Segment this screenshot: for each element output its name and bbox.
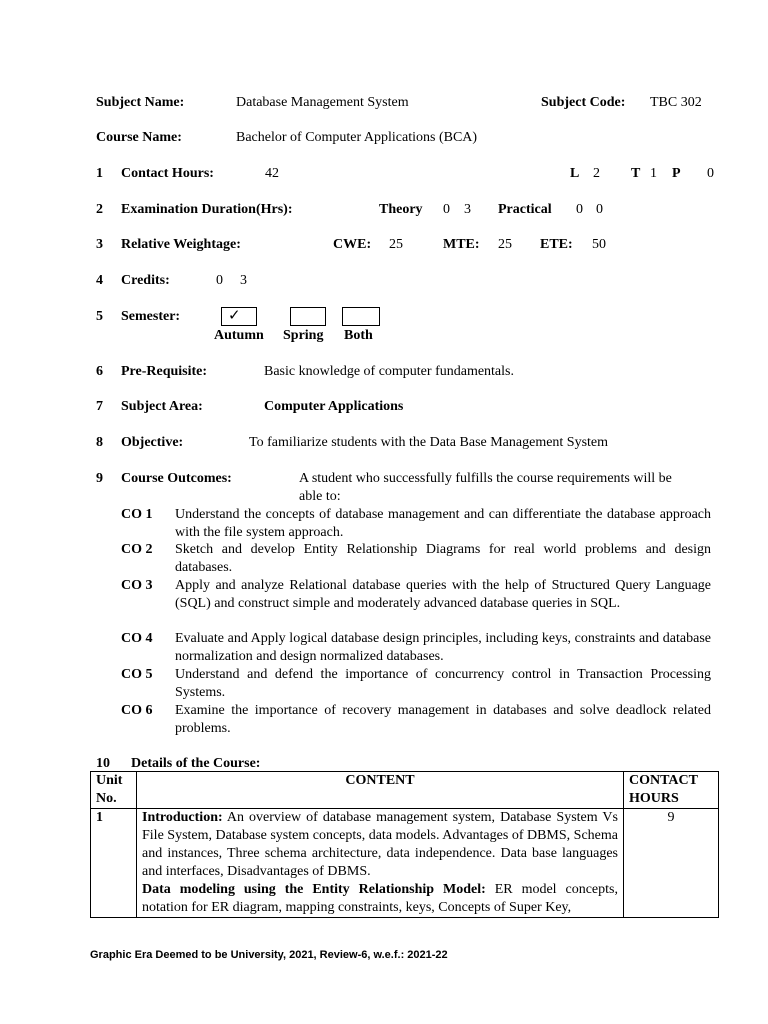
course-outcome-code: CO 1 <box>121 507 153 522</box>
item-number: 6 <box>96 364 103 379</box>
course-outcome-text: Understand and defend the importance of concurrency control in Transaction Processing Systems. <box>175 667 711 700</box>
contact-hours-cell: 9 <box>624 809 719 918</box>
er-model-heading: Data modeling using the Entity Relationship Model: <box>142 882 486 897</box>
theory-digit-2: 3 <box>464 202 471 217</box>
theory-label: Theory <box>379 202 423 217</box>
semester-both-label: Both <box>344 328 373 343</box>
weightage-label: Relative Weightage: <box>121 237 241 252</box>
subject-name-value: Database Management System <box>236 95 409 110</box>
practical-digit-2: 0 <box>596 202 603 217</box>
item-number: 5 <box>96 309 103 324</box>
semester-autumn-checkbox[interactable] <box>221 307 257 326</box>
practical-label: P <box>672 166 681 181</box>
lecture-label: L <box>570 166 580 181</box>
practical-duration-label: Practical <box>498 202 552 217</box>
item-number: 8 <box>96 435 103 450</box>
er-model-text: ER model concepts, notation for ER diagram, mapping constraints, keys, Concepts of Super Key, <box>142 882 618 915</box>
subject-code-value: TBC 302 <box>650 95 702 110</box>
course-outcomes-intro-line-1: A student who successfully fulfills the course requirements will be <box>299 471 672 486</box>
content-cell <box>137 809 624 918</box>
semester-label: Semester: <box>121 309 181 324</box>
item-number: 7 <box>96 399 103 414</box>
semester-both-checkbox[interactable] <box>342 307 380 326</box>
practical-value: 0 <box>707 166 714 181</box>
course-outcome-item <box>121 702 711 738</box>
course-outcome-text: Apply and analyze Relational database queries with the help of Structured Query Language (SQL) and construct simple and moderately advanced database queries in SQL. <box>175 578 711 611</box>
item-number: 10 <box>96 756 110 771</box>
item-number: 2 <box>96 202 103 217</box>
course-outcome-text: Examine the importance of recovery management in databases and solve deadlock related problems. <box>175 703 711 736</box>
table-header-row <box>91 772 719 809</box>
page-footer: Graphic Era Deemed to be University, 2021, Review-6, w.e.f.: 2021-22 <box>90 949 448 961</box>
item-number: 3 <box>96 237 103 252</box>
credits-digit-2: 3 <box>240 273 247 288</box>
course-outcome-code: CO 6 <box>121 703 153 718</box>
course-outcome-item <box>121 630 711 666</box>
course-name-label: Course Name: <box>96 130 182 145</box>
subject-code-label: Subject Code: <box>541 95 626 110</box>
prerequisite-value: Basic knowledge of computer fundamentals. <box>264 364 514 379</box>
introduction-heading: Introduction: <box>142 810 223 825</box>
course-outcome-code: CO 4 <box>121 631 153 646</box>
mte-label: MTE: <box>443 237 480 252</box>
subject-name-label: Subject Name: <box>96 95 185 110</box>
column-header-hours: CONTACT HOURS <box>624 772 719 809</box>
item-number: 4 <box>96 273 103 288</box>
credits-digit-1: 0 <box>216 273 223 288</box>
contact-hours-value: 42 <box>265 166 279 181</box>
subject-area-label: Subject Area: <box>121 399 203 414</box>
table-row <box>91 809 719 918</box>
tutorial-label: T <box>631 166 641 181</box>
unit-number-cell: 1 <box>91 809 137 918</box>
course-outcome-text: Sketch and develop Entity Relationship Diagrams for real world problems and design databases. <box>175 542 711 575</box>
cwe-value: 25 <box>389 237 403 252</box>
objective-value: To familiarize students with the Data Base Management System <box>249 435 609 450</box>
semester-spring-label: Spring <box>283 328 324 343</box>
details-label: Details of the Course: <box>131 756 261 771</box>
course-details-table <box>90 771 719 918</box>
course-outcomes-intro-line-2: able to: <box>299 489 341 504</box>
column-header-content: CONTENT <box>137 772 624 809</box>
course-outcome-item <box>121 506 711 542</box>
course-outcome-code: CO 2 <box>121 542 153 557</box>
cwe-label: CWE: <box>333 237 372 252</box>
semester-spring-checkbox[interactable] <box>290 307 326 326</box>
lecture-value: 2 <box>593 166 600 181</box>
column-header-unit: Unit No. <box>91 772 137 809</box>
contact-hours-label: Contact Hours: <box>121 166 214 181</box>
theory-digit-1: 0 <box>443 202 450 217</box>
ete-label: ETE: <box>540 237 573 252</box>
tutorial-value: 1 <box>650 166 657 181</box>
course-outcome-item <box>121 541 711 577</box>
item-number: 9 <box>96 471 103 486</box>
practical-digit-1: 0 <box>576 202 583 217</box>
course-outcome-item <box>121 577 711 613</box>
semester-autumn-label: Autumn <box>214 328 264 343</box>
course-outcome-code: CO 5 <box>121 667 153 682</box>
ete-value: 50 <box>592 237 606 252</box>
course-outcome-text: Evaluate and Apply logical database design principles, including keys, constraints and database normalization and design normalized databases. <box>175 631 711 664</box>
course-outcomes-label: Course Outcomes: <box>121 471 232 486</box>
course-outcome-item <box>121 666 711 702</box>
course-outcome-text: Understand the concepts of database management and can differentiate the database approach with the file system approach. <box>175 507 711 540</box>
subject-area-value: Computer Applications <box>264 399 404 414</box>
course-name-value: Bachelor of Computer Applications (BCA) <box>236 130 478 145</box>
item-number: 1 <box>96 166 103 181</box>
introduction-text: An overview of database management system, Database System Vs File System, Database system concepts, data models. Advantages of DBMS, Schema and instances, Three schema architecture, data independence. Data base languages and interfaces, Disadvantages of DBMS. <box>142 810 618 879</box>
course-outcome-code: CO 3 <box>121 578 153 593</box>
prerequisite-label: Pre-Requisite: <box>121 364 208 379</box>
exam-duration-label: Examination Duration(Hrs): <box>121 202 293 217</box>
mte-value: 25 <box>498 237 512 252</box>
credits-label: Credits: <box>121 273 170 288</box>
check-mark-icon: ✓ <box>228 306 241 324</box>
objective-label: Objective: <box>121 435 184 450</box>
